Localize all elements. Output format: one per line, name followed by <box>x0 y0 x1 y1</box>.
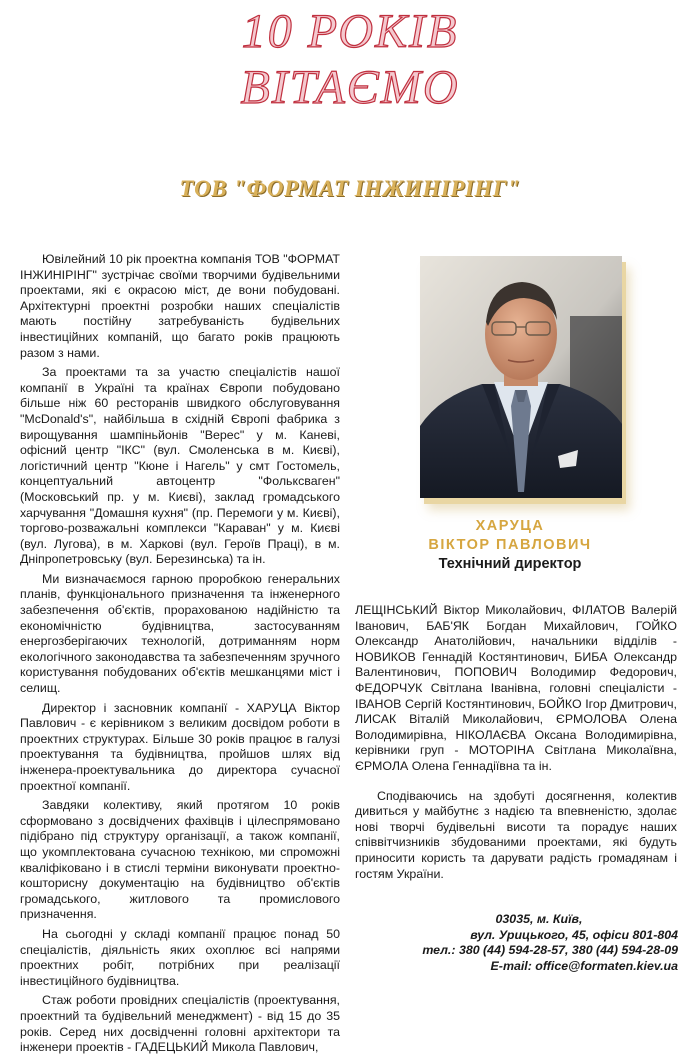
article-paragraph: За проектами та за участю спеціалістів нашої компанії в Україні та країнах Європи побудовано більше ніж 60 ресторанів швидкого обслуговування "McDonald's", найбільша в східній Європі фабрика з вирощування шампіньйонів "Верес" у м. Каневі, офісний центр "ІКС" (вул. Смоленська в м. Києві), логістичний центр "Кюне і Нагель" у смт Гостомель, концептуальний автоцентр "Фольксваген" (Московський пр. у м. Києві), заклад громадського харчування "Домашня кухня" (пр. Перемоги у м. Києві), торгово-розважальні комплекси "Караван" у м. Києві (вул. Лугова), в м. Харкові (вул. Героїв Праці), в м. Дніпропетровську (вул. Березинська) та ін. <box>20 365 340 567</box>
director-given-names: ВІКТОР ПАВЛОВИЧ <box>428 537 592 553</box>
headline-congratulations: ВІТАЄМО <box>240 61 460 114</box>
contact-city: 03035, м. Київ, <box>495 912 583 926</box>
contact-address: вул. Урицького, 45, офіси 801-804 <box>470 927 678 942</box>
company-name: ТОВ "ФОРМАТ ІНЖИНІРІНГ" <box>179 176 521 201</box>
article-paragraph: Сподіваючись на здобуті досягнення, колектив дивиться у майбутнє з надією та впевненістю, здолає нові творчі будівельні висоти та порадує наших співвітчизників збудованими проектами, які будуть приносити користь та дарувати радість громадянам і гостям України. <box>355 788 677 881</box>
article-paragraph: ЛЕЩІНСЬКИЙ Віктор Миколайович, ФІЛАТОВ Валерій Іванович, БАБ'ЯК Богдан Михайлович, ГОЙКО Олександр Анатолійович, начальники відділів - НОВИКОВ Геннадій Костянтинович, БИБА Олександр Валентинович, ПОПОВИЧ Володимир Федорович, ФЕДОРЧУК Світлана Іванівна, головні спеціалісти - ІВАНОВ Сергій Костянтинович, БОЙКО Ігор Дмитрович, ЛИСАК Віталій Миколайович, ЄРМОЛОВА Олена Володимирівна, НІКОЛАЄВА Оксана Володимирівна, керівники груп - МОТОРІНА Світлана Миколаївна, ЄРМОЛА Олена Геннадіївна та ін. <box>355 603 677 773</box>
contact-block <box>360 912 678 974</box>
director-surname: ХАРУЦА <box>475 518 545 534</box>
left-article-column <box>20 252 340 1060</box>
director-portrait-photo <box>420 256 622 498</box>
contact-phones: тел.: 380 (44) 594-28-57, 380 (44) 594-28-09 <box>422 943 678 957</box>
article-paragraph: Завдяки колективу, який протягом 10 років сформовано з досвідчених фахівців і цілеспрямовано підібрано під структуру організації, а також компанії, що укомплектована сучасною технікою, ми спроможні кваліфіковано і в стислі терміни виконувати проектно-кошторисну документацію на будівництво об'єктів громадського, житлового та промислового призначення. <box>20 798 340 922</box>
contact-email[interactable]: E-mail: office@formaten.kiev.ua <box>490 958 678 973</box>
director-position: Технічний директор <box>438 556 582 572</box>
article-paragraph: На сьогодні у складі компанії працює понад 50 спеціалістів, діяльність яких охоплює всі напрями проектних робіт, потрібних при реалізації інвестиційного будівництва. <box>20 926 340 988</box>
right-article-column <box>355 603 677 896</box>
article-paragraph: Директор і засновник компанії - ХАРУЦА Віктор Павлович - є керівником з великим досвідом роботи в проектних структурах. Більше 30 років працює в галузі проектування та будівництва, пройшов шлях від інженера-проектувальника до директора сучасної проектної компанії. <box>20 700 340 793</box>
article-paragraph: Ми визначаємося гарною проробкою генеральних планів, функціонального призначення та інженерного забезпечення об'єктів, прорахованою надійністю та економічністю будівництва, застосуванням енергозберігаючих технологій, дотриманням норм екологічного законодавства та забезпеченням зручного користування побудованих об'єктів мешканцями міст і селищ. <box>20 571 340 696</box>
director-photo-frame <box>420 256 622 498</box>
headline-years: 10 РОКІВ <box>241 5 459 58</box>
article-paragraph: Ювілейний 10 рік проектна компанія ТОВ "ФОРМАТ ІНЖИНІРІНГ" зустрічає своїми творчими будівельними проектами, які є окрасою міст, де вони побудовані. Архітектурні проектні розробки наших спеціалістів мають постійну затребуваність будівельних інвестиційних компаній, що багато років працюють разом з нами. <box>20 252 340 360</box>
article-paragraph: Стаж роботи провідних спеціалістів (проектування, проектний та будівельний менеджмент) - від 15 до 35 років. Серед них досвідченні головні архітектори та інженери проектів - ГАДЕЦЬКИЙ Микола Павлович, <box>20 993 340 1055</box>
